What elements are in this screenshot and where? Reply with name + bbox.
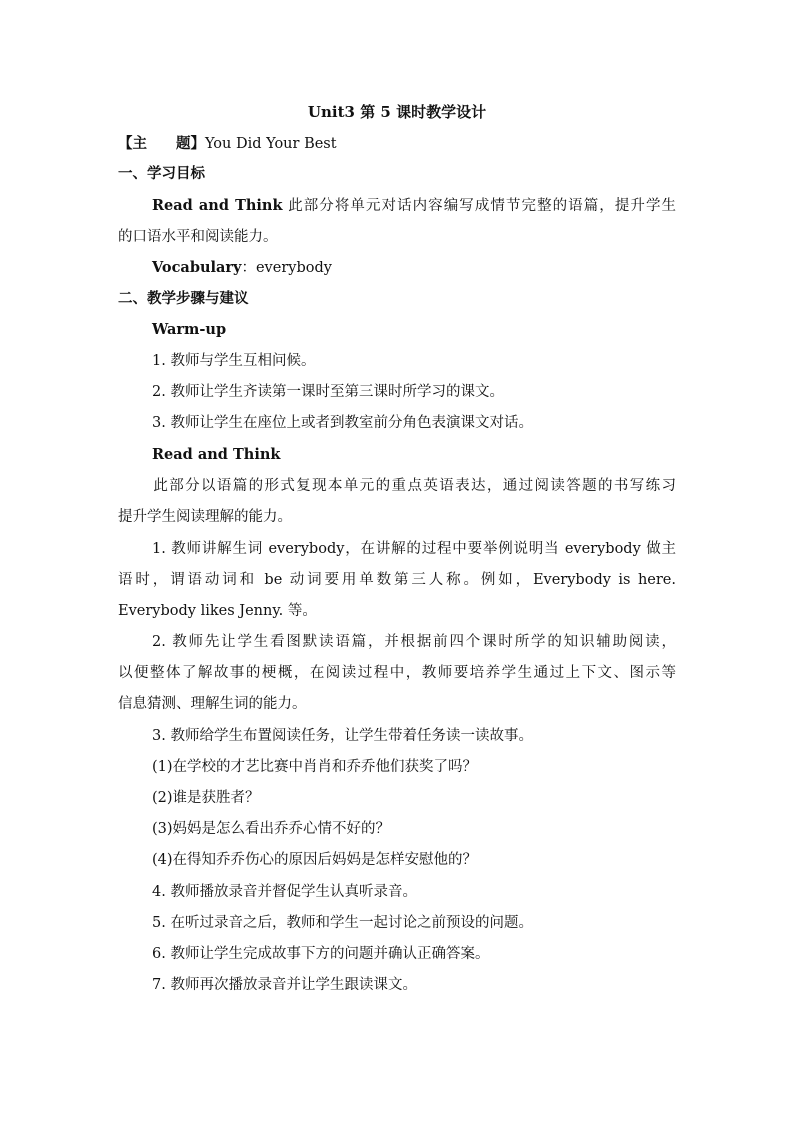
step1-line-2: 语时，谓语动词和 be 动词要用单数第三人称。例如，Everybody is here. xyxy=(118,572,676,588)
warmup-heading: Warm-up xyxy=(152,321,227,338)
step4-line: 4. 教师播放录音并督促学生认真听录音。 xyxy=(152,884,417,900)
question-2: (2)谁是获胜者？ xyxy=(152,790,260,806)
objective-text: 此部分将单元对话内容编写成情节完整的语篇，提升学生 xyxy=(282,198,676,214)
read-think-intro-line-1 xyxy=(118,477,676,495)
doc-title: Unit3 第 5 课时教学设计 xyxy=(307,103,487,121)
read-think-label: Read and Think xyxy=(152,197,283,214)
step2-line-2: 以便整体了解故事的梗概，在阅读过程中，教师要培养学生通过上下文、图示等 xyxy=(118,665,676,681)
step3-line: 3. 教师给学生布置阅读任务，让学生带着任务读一读故事。 xyxy=(152,728,533,744)
question-3: (3)妈妈是怎么看出乔乔心情不好的？ xyxy=(152,821,391,837)
step6-line: 6. 教师让学生完成故事下方的问题并确认正确答案。 xyxy=(152,946,490,962)
read-think-intro-text: 此部分以语篇的形式复现本单元的重点英语表达，通过阅读答题的书写练习 xyxy=(152,478,676,494)
step1-text-1: 1. 教师讲解生词 everybody，在讲解的过程中要举例说明当 everybody 做主 xyxy=(152,541,676,557)
theme-line xyxy=(118,135,337,153)
step5-line: 5. 在听过录音之后，教师和学生一起讨论之前预设的问题。 xyxy=(152,915,533,931)
vocabulary-line xyxy=(152,259,332,277)
objective-paragraph-line-2: 的口语水平和阅读能力。 xyxy=(118,229,278,245)
question-4: (4)在得知乔乔伤心的原因后妈妈是怎样安慰他的？ xyxy=(152,852,478,868)
read-think-intro-line-2: 提升学生阅读理解的能力。 xyxy=(118,509,292,525)
vocabulary-value: ：everybody xyxy=(241,260,332,276)
step1-line-1 xyxy=(118,540,676,558)
warmup-item-1: 1. 教师与学生互相问候。 xyxy=(152,353,316,369)
warmup-item-3: 3. 教师让学生在座位上或者到教室前分角色表演课文对话。 xyxy=(152,415,533,431)
theme-label: 【主 题】 xyxy=(118,135,205,152)
warmup-item-2: 2. 教师让学生齐读第一课时至第三课时所学习的课文。 xyxy=(152,384,504,400)
step2-line-3: 信息猜测、理解生词的能力。 xyxy=(118,696,307,712)
section-heading-objectives: 一、学习目标 xyxy=(118,165,205,182)
read-think-heading: Read and Think xyxy=(152,446,281,463)
question-1: (1)在学校的才艺比赛中肖肖和乔乔他们获奖了吗？ xyxy=(152,759,478,775)
section-heading-steps: 二、教学步骤与建议 xyxy=(118,290,249,307)
objective-paragraph-line-1 xyxy=(118,197,676,215)
theme-value: You Did Your Best xyxy=(205,136,337,152)
step2-line-1 xyxy=(118,633,676,651)
vocabulary-label: Vocabulary xyxy=(152,259,242,276)
step1-line-3: Everybody likes Jenny. 等。 xyxy=(118,603,317,619)
step2-text-1: 2. 教师先让学生看图默读语篇，并根据前四个课时所学的知识辅助阅读， xyxy=(152,634,676,650)
step7-line: 7. 教师再次播放录音并让学生跟读课文。 xyxy=(152,977,417,993)
